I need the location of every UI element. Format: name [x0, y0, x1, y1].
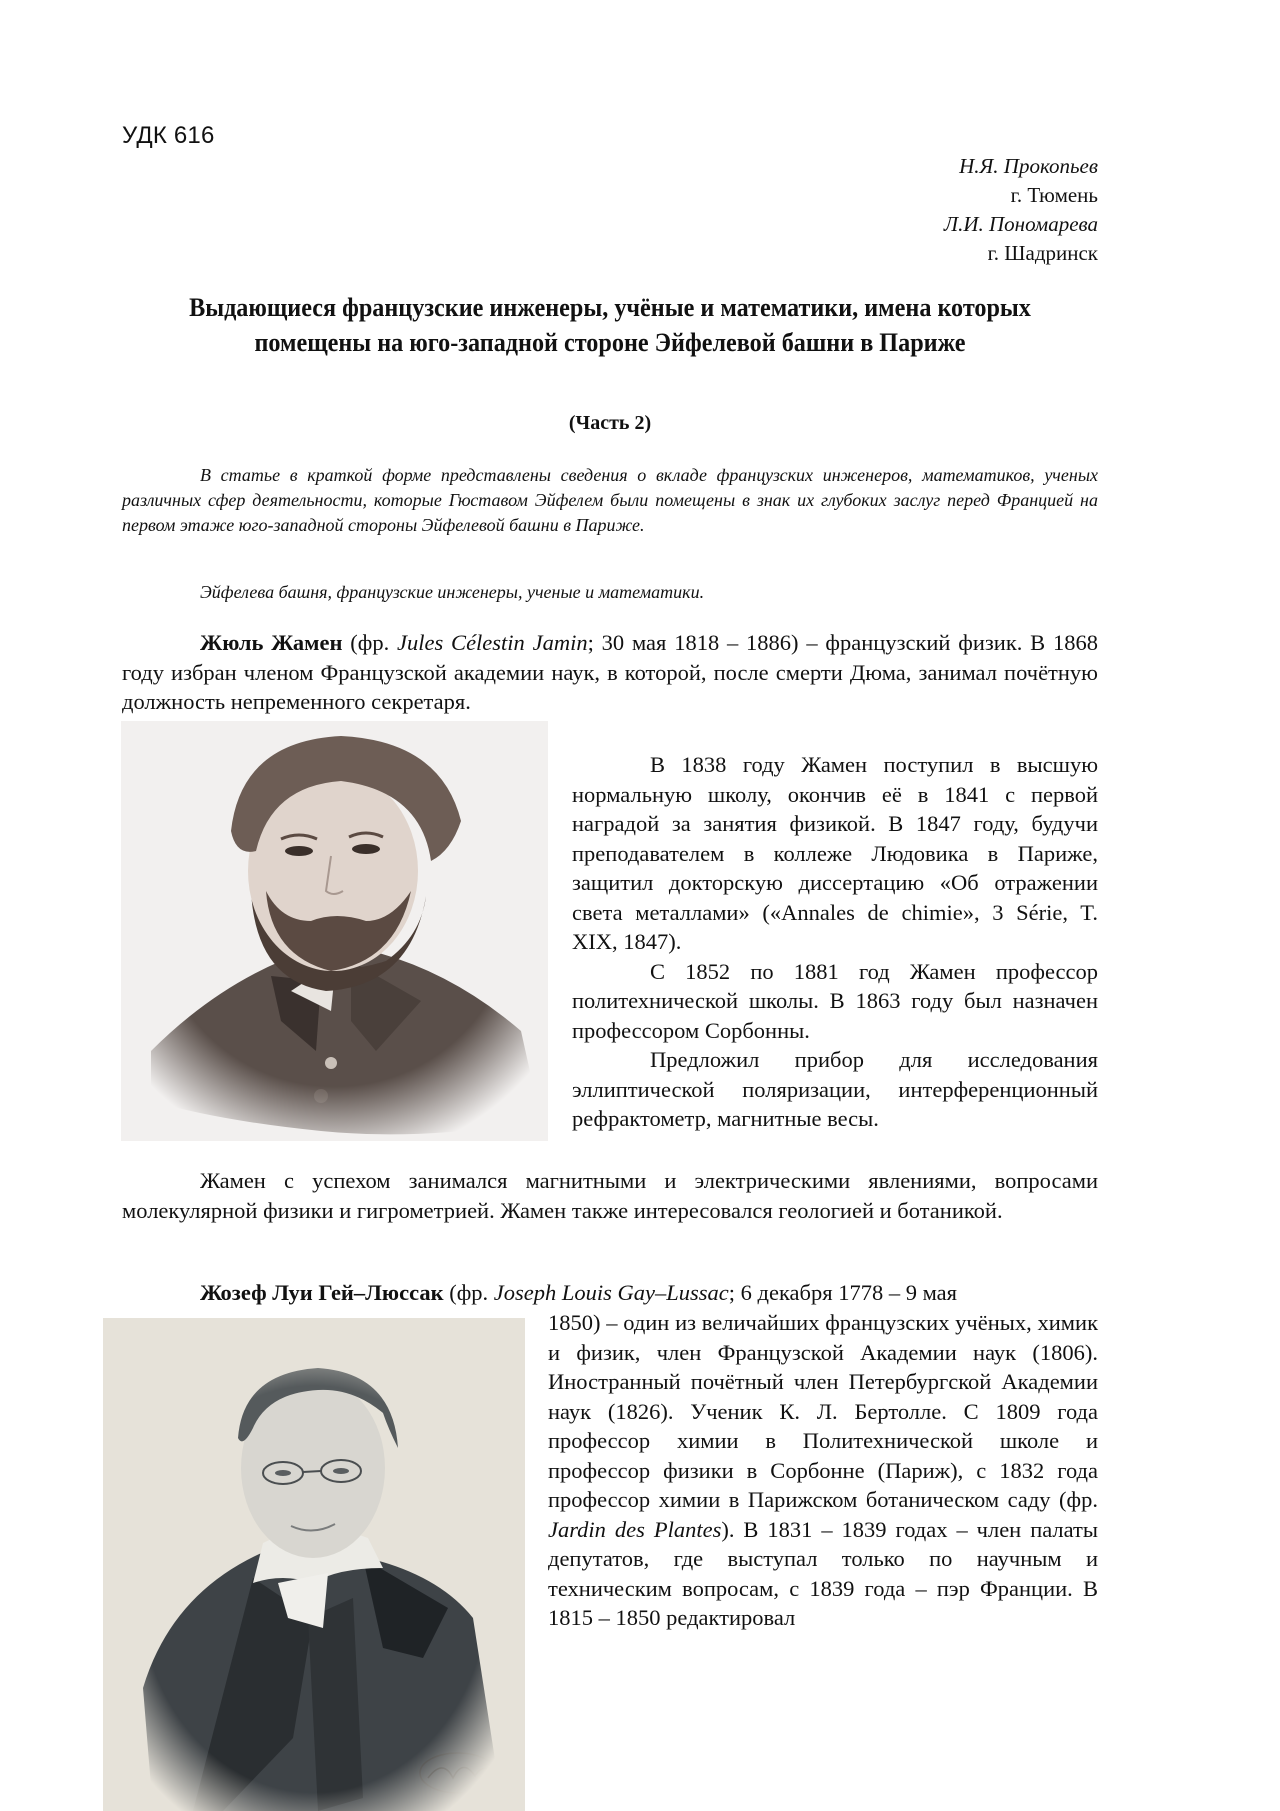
person-name-ru: Жюль Жамен [200, 630, 343, 655]
jamin-column-text [572, 750, 1098, 1134]
paragraph: С 1852 по 1881 год Жамен профессор политехнической школы. В 1863 году был назначен профессором Сорбонны. [572, 958, 1098, 1043]
keywords: Эйфелева башня, французские инженеры, ученые и математики. [200, 582, 705, 602]
paragraph: В 1838 году Жамен поступил в высшую нормальную школу, окончив её в 1841 с первой наградой за занятия физикой. В 1847 году, будучи преподавателем в коллеже Людовика в Париже, защитил докторскую диссертацию «Об отражении света металлами» («Annales de chimie», 3 Série, T. XIX, 1847). [572, 752, 1098, 954]
udk-code: УДК 616 [122, 122, 215, 149]
gay-lussac-heading-line: Жозеф Луи Гей–Люссак (фр. Joseph Louis Gay–Lussac; 6 декабря 1778 – 9 мая [200, 1280, 958, 1305]
italic-term: Jardin des Plantes [548, 1516, 722, 1542]
abstract: В статье в краткой форме представлены сведения о вкладе французских инженеров, математиков, ученых различных сфер деятельности, которые Гюставом Эйфелем были помещены в знак их глубоких заслуг перед Францией на первом этаже юго-западной стороны Эйфелевой башни в Париже. [122, 465, 1098, 535]
author-name: Л.И. Пономарева [943, 212, 1098, 236]
jamin-intro-paragraph: Жюль Жамен (фр. Jules Célestin Jamin; 30 мая 1818 – 1886) – французский физик. В 1868 году избран членом Французской академии наук, в которой, после смерти Дюма, занимал почётную должность непременного секретаря. [122, 630, 1098, 714]
person-name-fr: Joseph Louis Gay–Lussac [493, 1280, 729, 1305]
author-name: Н.Я. Прокопьев [959, 154, 1098, 178]
paragraph: Предложил прибор для исследования эллиптической поляризации, интерференционный рефрактометр, магнитные весы. [572, 1047, 1098, 1131]
portrait-image [121, 721, 548, 1141]
person-name-fr: Jules Célestin Jamin [397, 630, 588, 655]
gay-lussac-column-text: 1850) – один из величайших французских учёных, химик и физик, член Французской Академии наук (1806). Иностранный почётный член Петербургской Академии наук (1826). Ученик К. Л. Бертолле. С 1809 года профессор химии в Политехнической школе и профессор физики в Сорбонне (Париж), с 1832 года профессор химии в Парижском ботаническом саду (фр. Jardin des Plantes). В 1831 – 1839 годах – член палаты депутатов, где выступал только по научным и техническим вопросам, с 1839 года – пэр Франции. В 1815 – 1850 редактировал [548, 1310, 1098, 1630]
author-city: г. Шадринск [987, 241, 1098, 265]
article-title: Выдающиеся французские инженеры, учёные и математики, имена которых помещены на юго-западной стороне Эйфелевой башни в Париже [189, 293, 1031, 357]
portrait-gay-lussac [103, 1318, 525, 1811]
person-name-ru: Жозеф Луи Гей–Люссак [200, 1280, 444, 1305]
portrait-jamin [121, 721, 548, 1141]
author-city: г. Тюмень [1010, 183, 1098, 207]
article-part: (Часть 2) [568, 412, 652, 434]
authors-block [944, 152, 1098, 268]
jamin-outro-paragraph: Жамен с успехом занимался магнитными и электрическими явлениями, вопросами молекулярной физики и гигрометрией. Жамен также интересовался геологией и ботаникой. [122, 1168, 1098, 1223]
portrait-image [103, 1318, 525, 1811]
